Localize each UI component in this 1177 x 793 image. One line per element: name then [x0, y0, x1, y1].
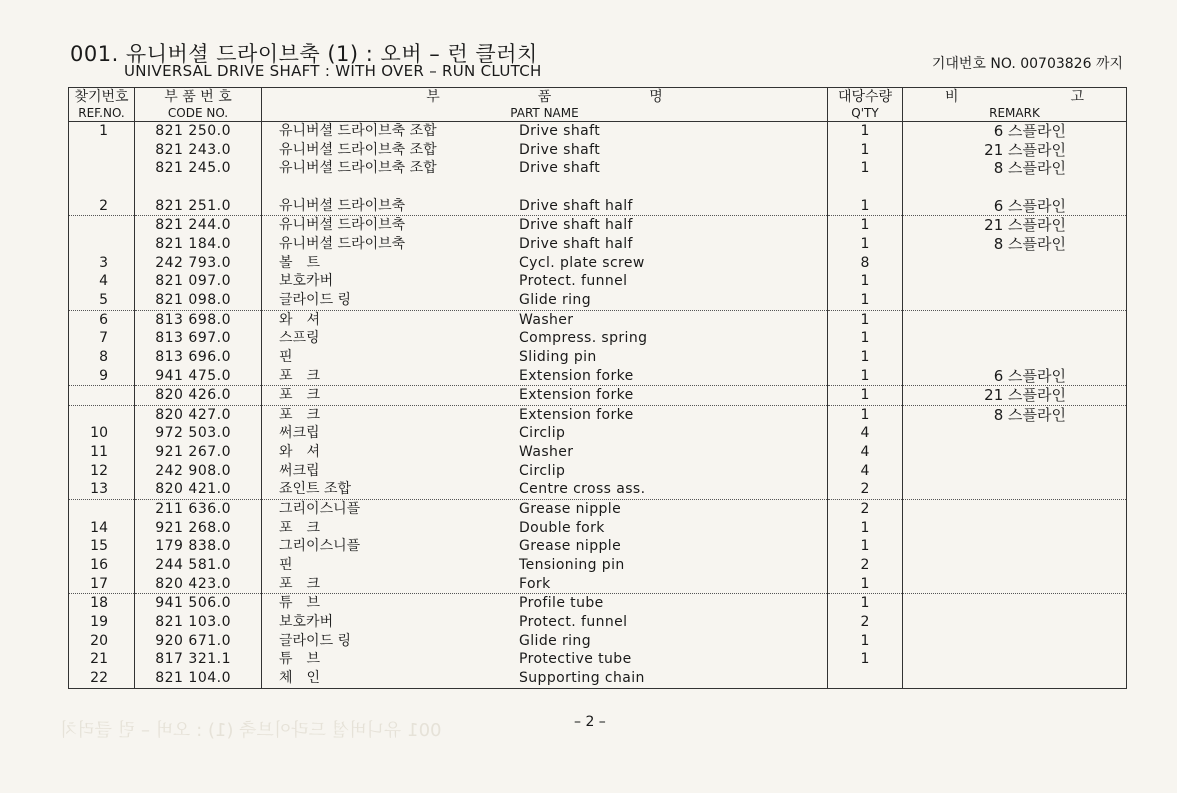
page-title-korean: 001. 유니버셜 드라이브축 (1) : 오버 – 런 클러치 — [70, 42, 538, 66]
qty-cell: 1 — [828, 141, 903, 160]
table-row — [69, 519, 1127, 538]
code-cell: 941 506.0 — [135, 594, 262, 613]
code-cell: 244 581.0 — [135, 556, 262, 575]
qty-cell: 1 — [828, 310, 903, 329]
header-ref-ko: 찾기번호 — [74, 89, 129, 105]
qty-cell: 1 — [828, 367, 903, 386]
code-cell: 821 245.0 — [135, 159, 262, 178]
remark-cell — [903, 613, 1127, 632]
qty-cell: 1 — [828, 235, 903, 254]
remark-cell — [903, 254, 1127, 273]
name-ko: 포 크 — [279, 406, 321, 423]
remark-cell — [903, 575, 1127, 594]
remark-cell — [903, 462, 1127, 481]
qty-cell: 1 — [828, 159, 903, 178]
ref-cell — [69, 500, 135, 519]
name-cell — [262, 141, 828, 160]
ref-cell: 5 — [69, 291, 135, 310]
table-row — [69, 443, 1127, 462]
header-code-ko: 부 품 번 호 — [164, 89, 232, 105]
remark-cell — [903, 669, 1127, 688]
name-cell — [262, 272, 828, 291]
qty-cell — [828, 669, 903, 688]
code-cell: 813 696.0 — [135, 348, 262, 367]
name-cell — [262, 650, 828, 669]
remark-cell: 6 스플라인 — [903, 367, 1127, 386]
spacer-cell — [262, 178, 828, 197]
table-row — [69, 650, 1127, 669]
ref-cell: 11 — [69, 443, 135, 462]
name-en: Cycl. plate screw — [519, 254, 645, 271]
table-row — [69, 405, 1127, 424]
name-ko: 포 크 — [279, 387, 321, 404]
ref-cell — [69, 386, 135, 406]
qty-cell: 1 — [828, 537, 903, 556]
remark-cell: 8 스플라인 — [903, 159, 1127, 178]
code-cell: 820 421.0 — [135, 480, 262, 499]
name-ko: 포 크 — [279, 367, 321, 384]
remark-cell — [903, 537, 1127, 556]
name-cell — [262, 159, 828, 178]
name-ko: 보호카버 — [279, 614, 334, 631]
name-ko: 유니버셜 드라이브축 조합 — [279, 123, 437, 139]
header-qty-ko: 대당수량 — [837, 89, 893, 105]
table-row — [69, 537, 1127, 556]
name-ko: 유니버셜 드라이브축 — [279, 197, 406, 214]
code-cell: 921 267.0 — [135, 443, 262, 462]
name-cell — [262, 613, 828, 632]
name-ko: 포 크 — [279, 575, 321, 592]
name-cell — [262, 254, 828, 273]
table-row — [69, 254, 1127, 273]
name-en: Centre cross ass. — [519, 481, 646, 498]
name-en: Profile tube — [519, 595, 604, 612]
table-row — [69, 632, 1127, 651]
qty-cell: 1 — [828, 291, 903, 310]
name-ko: 그리이스니플 — [279, 538, 361, 555]
table-row — [69, 141, 1127, 160]
name-cell — [262, 197, 828, 216]
code-cell: 211 636.0 — [135, 500, 262, 519]
remark-cell — [903, 480, 1127, 499]
code-cell: 242 908.0 — [135, 462, 262, 481]
name-cell — [262, 537, 828, 556]
ref-cell — [69, 405, 135, 424]
qty-cell: 2 — [828, 556, 903, 575]
table-row — [69, 556, 1127, 575]
remark-cell: 21 스플라인 — [903, 386, 1127, 406]
name-en: Washer — [519, 311, 574, 328]
name-cell — [262, 310, 828, 329]
name-ko: 유니버셜 드라이브축 — [279, 217, 406, 234]
qty-cell: 1 — [828, 122, 903, 141]
ref-cell: 9 — [69, 367, 135, 386]
name-ko: 볼 트 — [279, 254, 321, 271]
code-cell: 813 698.0 — [135, 310, 262, 329]
qty-cell: 1 — [828, 650, 903, 669]
qty-cell: 4 — [828, 462, 903, 481]
name-ko: 체 인 — [279, 670, 321, 687]
name-cell — [262, 386, 828, 406]
spacer-cell — [69, 178, 135, 197]
header-code — [135, 88, 262, 122]
name-en: Glide ring — [519, 291, 591, 308]
ref-cell: 8 — [69, 348, 135, 367]
qty-cell: 2 — [828, 613, 903, 632]
code-cell: 820 427.0 — [135, 405, 262, 424]
ref-cell: 20 — [69, 632, 135, 651]
name-en: Protect. funnel — [519, 273, 628, 290]
code-cell: 820 426.0 — [135, 386, 262, 406]
code-cell: 820 423.0 — [135, 575, 262, 594]
name-en: Supporting chain — [519, 670, 645, 687]
name-en: Glide ring — [519, 632, 591, 649]
spacer-cell — [903, 178, 1127, 197]
machine-number: 기대번호 NO. 00703826 까지 — [931, 56, 1123, 72]
name-en: Sliding pin — [519, 348, 597, 365]
qty-cell: 1 — [828, 575, 903, 594]
spacer-row — [69, 178, 1127, 197]
name-en: Double fork — [519, 519, 605, 536]
remark-cell — [903, 519, 1127, 538]
name-ko: 글라이드 링 — [279, 632, 352, 649]
remark-cell — [903, 632, 1127, 651]
remark-cell: 6 스플라인 — [903, 197, 1127, 216]
remark-cell — [903, 650, 1127, 669]
name-en: Extension forke — [519, 406, 634, 423]
code-cell: 821 244.0 — [135, 216, 262, 235]
remark-cell: 8 스플라인 — [903, 235, 1127, 254]
remark-cell — [903, 424, 1127, 443]
table-row — [69, 122, 1127, 141]
name-cell — [262, 575, 828, 594]
qty-cell: 1 — [828, 329, 903, 348]
code-cell: 821 103.0 — [135, 613, 262, 632]
name-en: Protect. funnel — [519, 614, 628, 631]
table-row — [69, 272, 1127, 291]
name-en: Circlip — [519, 462, 566, 479]
ref-cell — [69, 216, 135, 235]
name-ko: 와 셔 — [279, 311, 321, 328]
table-row — [69, 575, 1127, 594]
table-row — [69, 669, 1127, 688]
name-en: Protective tube — [519, 651, 632, 668]
header-ref — [69, 88, 135, 122]
table-row — [69, 235, 1127, 254]
ref-cell: 2 — [69, 197, 135, 216]
name-ko: 핀 — [279, 557, 293, 574]
name-ko: 유니버셜 드라이브축 조합 — [279, 141, 437, 158]
code-cell: 821 250.0 — [135, 122, 262, 141]
spacer-cell — [828, 178, 903, 197]
remark-cell — [903, 272, 1127, 291]
ref-cell: 18 — [69, 594, 135, 613]
name-en: Drive shaft — [519, 160, 601, 177]
header-part-name — [262, 88, 828, 122]
remark-cell: 6 스플라인 — [903, 122, 1127, 141]
header-name-ko: 부 품 명 — [426, 89, 663, 105]
ref-cell: 3 — [69, 254, 135, 273]
name-ko: 써크립 — [279, 425, 320, 442]
name-ko: 유니버셜 드라이브축 조합 — [279, 160, 437, 177]
code-cell: 920 671.0 — [135, 632, 262, 651]
remark-cell: 21 스플라인 — [903, 216, 1127, 235]
name-cell — [262, 500, 828, 519]
name-ko: 스프링 — [279, 330, 320, 347]
name-cell — [262, 405, 828, 424]
name-ko: 글라이드 링 — [279, 291, 352, 308]
qty-cell: 1 — [828, 272, 903, 291]
name-en: Grease nipple — [519, 501, 622, 518]
page-number: – 2 – — [574, 714, 606, 730]
code-cell: 821 098.0 — [135, 291, 262, 310]
qty-cell: 2 — [828, 480, 903, 499]
table-row — [69, 216, 1127, 235]
qty-cell: 1 — [828, 594, 903, 613]
ref-cell: 15 — [69, 537, 135, 556]
ref-cell — [69, 159, 135, 178]
name-cell — [262, 367, 828, 386]
name-en: Grease nipple — [519, 538, 622, 555]
ref-cell: 14 — [69, 519, 135, 538]
remark-cell — [903, 348, 1127, 367]
remark-cell: 21 스플라인 — [903, 141, 1127, 160]
header-name-en: PART NAME — [510, 106, 579, 120]
name-cell — [262, 235, 828, 254]
table-row — [69, 291, 1127, 310]
ref-cell: 19 — [69, 613, 135, 632]
code-cell: 941 475.0 — [135, 367, 262, 386]
remark-cell — [903, 556, 1127, 575]
ref-cell: 22 — [69, 669, 135, 688]
name-cell — [262, 519, 828, 538]
spacer-cell — [135, 178, 262, 197]
qty-cell: 4 — [828, 443, 903, 462]
header-code-en: CODE NO. — [167, 106, 229, 120]
remark-cell: 8 스플라인 — [903, 405, 1127, 424]
table-row — [69, 329, 1127, 348]
header-remark — [903, 88, 1127, 122]
qty-cell: 1 — [828, 348, 903, 367]
table-row — [69, 348, 1127, 367]
remark-cell — [903, 329, 1127, 348]
ref-cell — [69, 235, 135, 254]
header-remark-ko: 비 고 — [944, 89, 1085, 105]
name-cell — [262, 594, 828, 613]
name-cell — [262, 122, 828, 141]
table-row — [69, 462, 1127, 481]
name-cell — [262, 556, 828, 575]
qty-cell: 4 — [828, 424, 903, 443]
name-cell — [262, 424, 828, 443]
bleed-through-text: 001 유니버셜 드라이브축 (1) : 오버 – 런 클러치 — [60, 720, 442, 741]
table-row — [69, 594, 1127, 613]
code-cell: 817 321.1 — [135, 650, 262, 669]
name-en: Tensioning pin — [519, 557, 625, 574]
ref-cell: 12 — [69, 462, 135, 481]
table-row — [69, 367, 1127, 386]
name-ko: 죠인트 조합 — [279, 481, 352, 498]
ref-cell: 4 — [69, 272, 135, 291]
remark-cell — [903, 443, 1127, 462]
qty-cell: 1 — [828, 216, 903, 235]
header-qty — [828, 88, 903, 122]
name-ko: 포 크 — [279, 519, 321, 536]
table-header-row — [69, 88, 1127, 122]
code-cell: 821 184.0 — [135, 235, 262, 254]
ref-cell: 6 — [69, 310, 135, 329]
qty-cell: 8 — [828, 254, 903, 273]
name-en: Circlip — [519, 425, 566, 442]
table-row — [69, 424, 1127, 443]
table-row — [69, 480, 1127, 499]
qty-cell: 1 — [828, 197, 903, 216]
code-cell: 821 243.0 — [135, 141, 262, 160]
parts-table — [68, 87, 1127, 689]
ref-cell: 17 — [69, 575, 135, 594]
ref-cell: 10 — [69, 424, 135, 443]
name-cell — [262, 348, 828, 367]
name-ko: 유니버셜 드라이브축 — [279, 235, 406, 252]
code-cell: 821 097.0 — [135, 272, 262, 291]
ref-cell: 21 — [69, 650, 135, 669]
name-ko: 보호카버 — [279, 273, 334, 290]
name-ko: 그리이스니플 — [279, 501, 361, 518]
table-row — [69, 386, 1127, 406]
table-row — [69, 613, 1127, 632]
remark-cell — [903, 594, 1127, 613]
code-cell: 821 104.0 — [135, 669, 262, 688]
name-cell — [262, 669, 828, 688]
name-en: Compress. spring — [519, 330, 648, 347]
code-cell: 242 793.0 — [135, 254, 262, 273]
name-ko: 튜 브 — [279, 651, 321, 668]
name-ko: 써크립 — [279, 462, 320, 479]
remark-cell — [903, 500, 1127, 519]
remark-cell — [903, 310, 1127, 329]
remark-cell — [903, 291, 1127, 310]
name-cell — [262, 632, 828, 651]
qty-cell: 1 — [828, 632, 903, 651]
name-ko: 핀 — [279, 348, 293, 365]
name-en: Extension forke — [519, 387, 634, 404]
name-en: Fork — [519, 575, 551, 592]
name-en: Drive shaft — [519, 123, 601, 139]
ref-cell: 13 — [69, 480, 135, 499]
qty-cell: 1 — [828, 519, 903, 538]
header-qty-en: Q'TY — [851, 106, 879, 120]
name-cell — [262, 291, 828, 310]
name-ko: 튜 브 — [279, 595, 321, 612]
ref-cell: 7 — [69, 329, 135, 348]
page-title-english: UNIVERSAL DRIVE SHAFT : WITH OVER – RUN CLUTCH — [124, 62, 542, 80]
ref-cell: 1 — [69, 122, 135, 141]
code-cell: 972 503.0 — [135, 424, 262, 443]
qty-cell: 1 — [828, 405, 903, 424]
qty-cell: 2 — [828, 500, 903, 519]
name-en: Drive shaft half — [519, 235, 633, 252]
code-cell: 821 251.0 — [135, 197, 262, 216]
table-row — [69, 310, 1127, 329]
name-cell — [262, 216, 828, 235]
table-row — [69, 500, 1127, 519]
name-en: Extension forke — [519, 367, 634, 384]
name-cell — [262, 443, 828, 462]
name-en: Drive shaft — [519, 141, 601, 158]
code-cell: 179 838.0 — [135, 537, 262, 556]
name-en: Washer — [519, 444, 574, 461]
ref-cell: 16 — [69, 556, 135, 575]
name-en: Drive shaft half — [519, 217, 633, 234]
header-remark-en: REMARK — [989, 106, 1040, 120]
table-row — [69, 197, 1127, 216]
name-ko: 와 셔 — [279, 444, 321, 461]
name-cell — [262, 329, 828, 348]
name-cell — [262, 480, 828, 499]
code-cell: 813 697.0 — [135, 329, 262, 348]
qty-cell: 1 — [828, 386, 903, 406]
header-ref-en: REF.NO. — [78, 106, 125, 120]
name-en: Drive shaft half — [519, 197, 633, 214]
name-cell — [262, 462, 828, 481]
code-cell: 921 268.0 — [135, 519, 262, 538]
table-row — [69, 159, 1127, 178]
ref-cell — [69, 141, 135, 160]
